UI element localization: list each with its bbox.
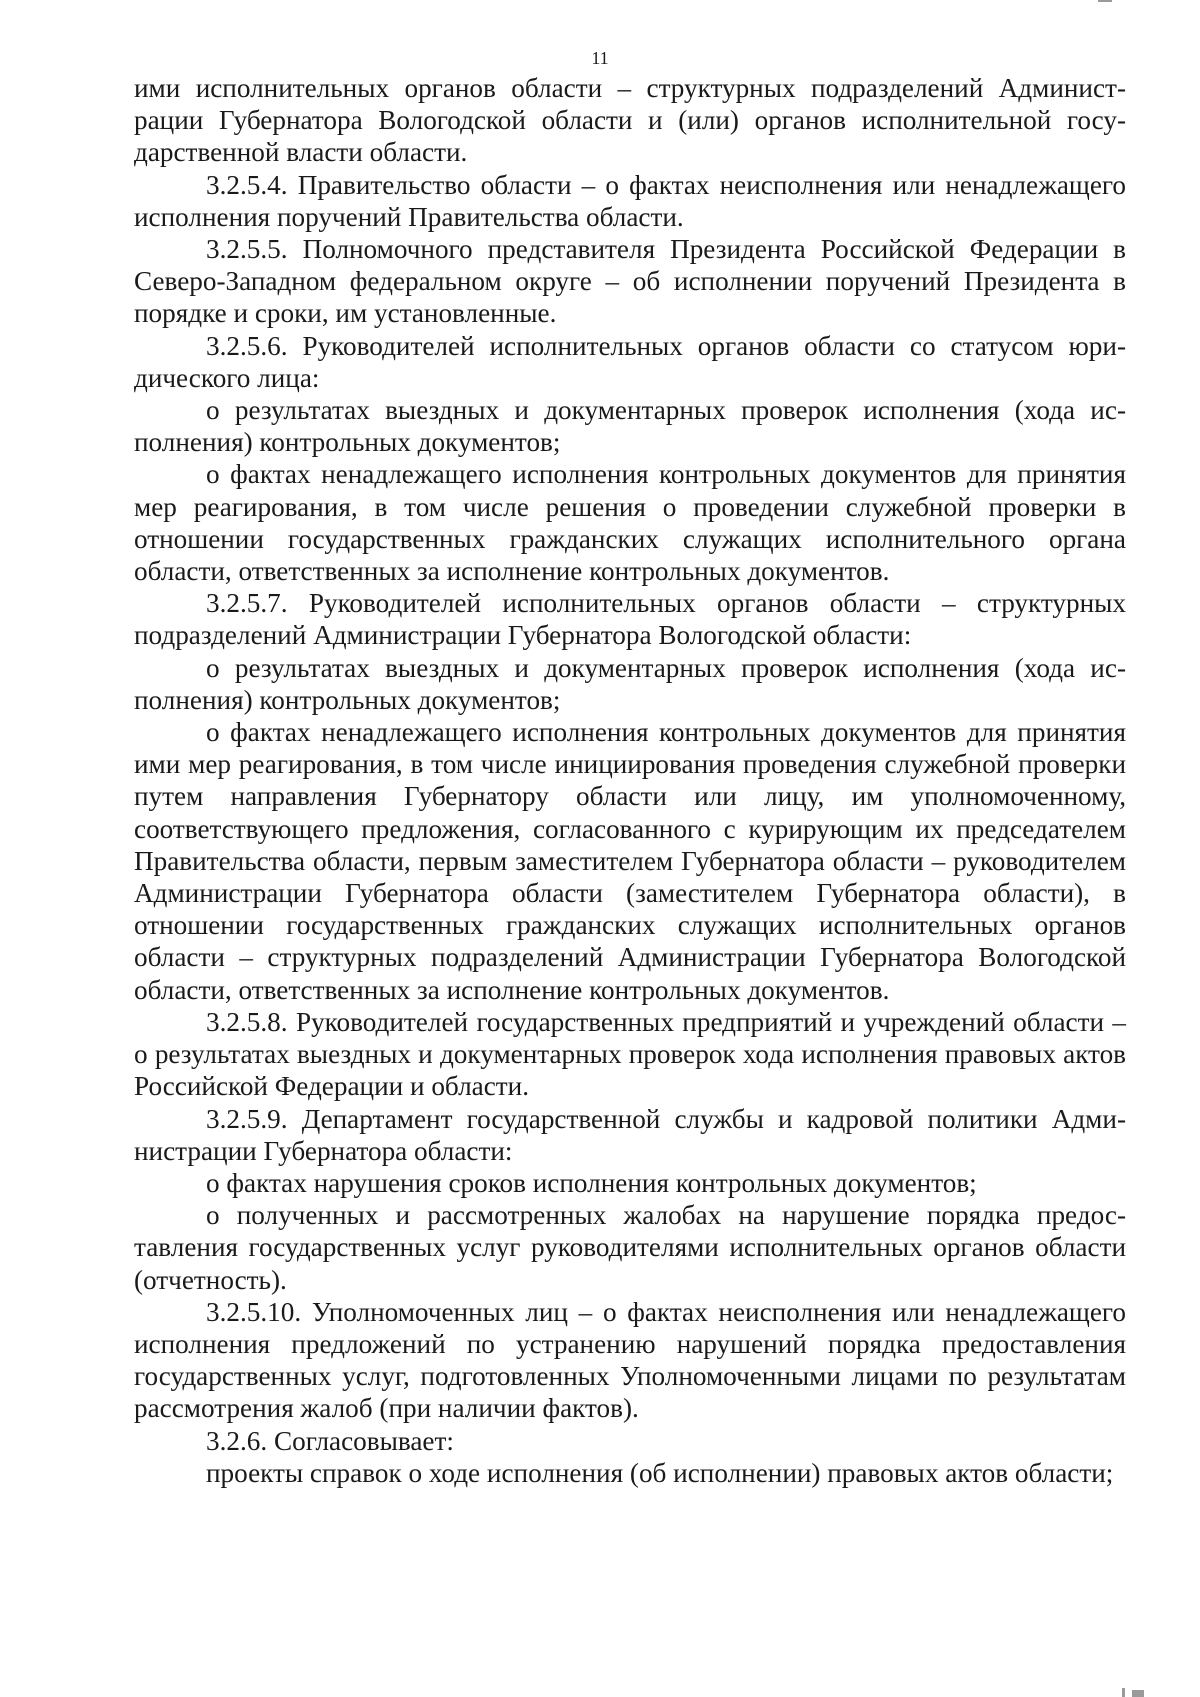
paragraph-continuation: ими исполнительных органов области – структурных подразделений Администрации Губернатора Вологодской области и (или) органов исполнительной государственной власти области. xyxy=(134,73,1126,168)
scan-speck xyxy=(1132,1690,1144,1697)
paragraph-3-2-6-item-1: проекты справок о ходе исполнения (об исполнении) правовых актов области; xyxy=(206,1457,1114,1488)
paragraph-3-2-5-4: 3.2.5.4. Правительство области – о фактах неисполнения или ненадлежащего исполнения поручений Правительства области. xyxy=(134,169,1126,232)
paragraph-3-2-6: 3.2.6. Согласовывает: xyxy=(206,1425,454,1456)
paragraph-3-2-5-7: 3.2.5.7. Руководителей исполнительных органов области – структурных подразделений Администрации Губернатора Вологодской области: xyxy=(134,588,1126,651)
paragraph-3-2-5-8: 3.2.5.8. Руководителей государственных предприятий и учреждений области – о результатах выездных и документарных проверок хода исполнения правовых актов Российской Федерации и области. xyxy=(134,1006,1126,1102)
scan-speck xyxy=(1122,1688,1125,1697)
paragraph-3-2-5-6-item-2: о фактах ненадлежащего исполнения контрольных документов для принятия мер реагирования, в том числе решения о проведении служебной проверки в отношении государственных гражданских служащих исполнительного органа области, ответственных за исполнение контрольных документов. xyxy=(134,459,1126,587)
page-number: 11 xyxy=(591,48,609,68)
paragraph-3-2-5-9: 3.2.5.9. Департамент государственной службы и кадровой политики Администрации Губернатора области: xyxy=(134,1103,1126,1166)
scan-speck xyxy=(1098,0,1112,2)
paragraph-3-2-5-9-item-2: о полученных и рассмотренных жалобах на нарушение порядка предоставления государственных услуг руководителями исполнительных органов области (отчетность). xyxy=(134,1200,1126,1295)
paragraph-3-2-5-9-item-1: о фактах нарушения сроков исполнения контрольных документов; xyxy=(206,1167,977,1198)
paragraph-3-2-5-6-item-1: о результатах выездных и документарных проверок исполнения (хода исполнения) контрольных документов; xyxy=(134,395,1126,458)
paragraph-3-2-5-6: 3.2.5.6. Руководителей исполнительных органов области со статусом юридического лица: xyxy=(134,330,1126,393)
paragraph-3-2-5-10: 3.2.5.10. Уполномоченных лиц – о фактах неисполнения или ненадлежащего исполнения предложений по устранению нарушений порядка предоставления государственных услуг, подготовленных Уполномоченными лицами по результатам рассмотрения жалоб (при наличии фактов). xyxy=(134,1296,1126,1424)
paragraph-3-2-5-7-item-2: о фактах ненадлежащего исполнения контрольных документов для принятия ими мер реагирования, в том числе инициирования проведения служебной проверки путем направления Губернатору области или лицу, им уполномоченному, соответствующего предложения, согласованного с курирующим их председателем Правительства области, первым заместителем Губернатора области – руководителем Администрации Губернатора области (заместителем Губернатора области), в отношении государственных гражданских служащих исполнительных органов области – структурных подразделений Администрации Губернатора Вологодской области, ответственных за исполнение контрольных документов. xyxy=(134,717,1126,1005)
paragraph-3-2-5-5: 3.2.5.5. Полномочного представителя Президента Российской Федерации в Северо-Западном федеральном округе – об исполнении поручений Президента в порядке и сроки, им установленные. xyxy=(134,234,1126,329)
paragraph-3-2-5-7-item-1: о результатах выездных и документарных проверок исполнения (хода исполнения) контрольных документов; xyxy=(134,652,1126,715)
document-body xyxy=(134,72,1126,1489)
